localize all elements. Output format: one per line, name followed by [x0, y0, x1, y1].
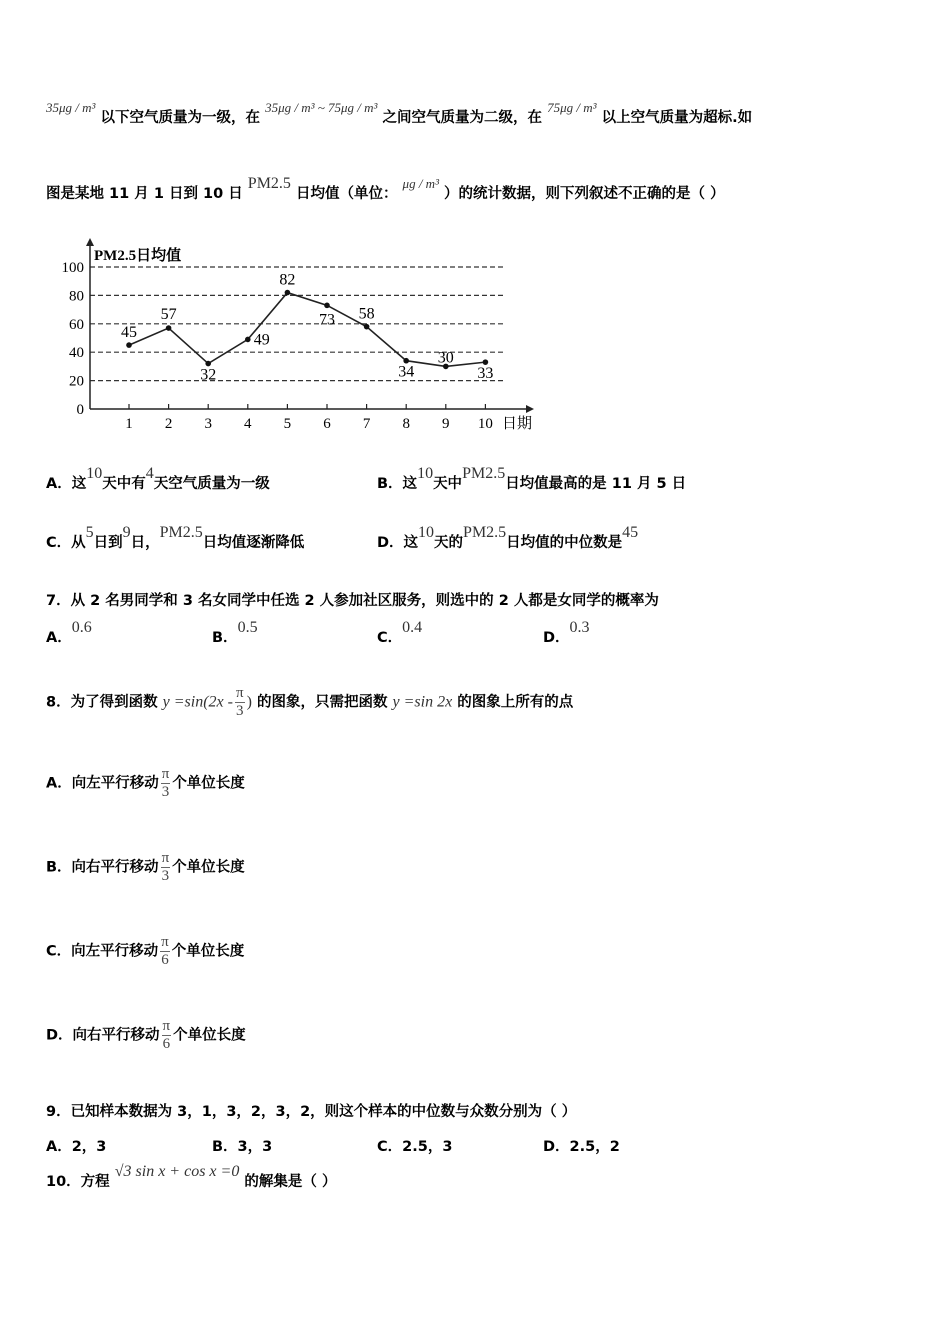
- q8-frac-num: π: [235, 685, 244, 701]
- q10-stem: [46, 1163, 337, 1191]
- q6-b-num: 10: [417, 465, 434, 482]
- y-tick-20: 20: [69, 373, 84, 390]
- q6-option-c: [46, 524, 305, 552]
- x-axis-arrow: [526, 405, 534, 413]
- q6-b-label: B．这: [377, 476, 418, 492]
- q7-d-label: D．: [543, 630, 570, 646]
- q8-text-3: 的图象上所有的点: [457, 694, 574, 711]
- intro-text-4: 图是某地 11 月 1 日到 10 日: [46, 186, 243, 202]
- q8-d-den: 6: [162, 1036, 171, 1052]
- q8-func-1a: y =sin(2x -: [162, 693, 233, 711]
- y-tick-80: 80: [69, 288, 84, 305]
- q10-text-2: 的解集是（ ）: [244, 1174, 337, 1190]
- data-point-4: [245, 337, 251, 343]
- q6-a-num: 10: [86, 465, 103, 482]
- q8-stem: [46, 685, 573, 720]
- x-tick-1: 1: [125, 416, 133, 432]
- q8-option-c: [46, 934, 244, 969]
- q7-a-value: 0.6: [71, 619, 92, 636]
- q6-a-mid: 天中有: [102, 476, 146, 492]
- data-label-8: 34: [398, 363, 415, 381]
- y-axis-arrow: [86, 238, 94, 246]
- y-tick-100: 100: [61, 260, 84, 276]
- q8-a-text: A．向左平行移动: [46, 775, 159, 792]
- q7-a-label: A．: [46, 630, 72, 646]
- x-tick-10: 10: [477, 416, 493, 432]
- y-tick-40: 40: [69, 345, 84, 362]
- q8-option-b: [46, 850, 245, 885]
- x-tick-6: 6: [323, 416, 331, 432]
- q6-d-end: 日均值的中位数是: [506, 535, 623, 551]
- q7-option-c: [377, 619, 423, 647]
- q7-c-label: C．: [377, 630, 403, 646]
- x-tick-2: 2: [164, 416, 173, 432]
- q8-frac-den: 3: [236, 703, 244, 719]
- unit-1: 35μg / m³: [46, 100, 96, 115]
- q6-d-num: 10: [418, 524, 435, 541]
- q8-text-2: 的图象，只需把函数: [256, 694, 388, 711]
- q6-a-end: 天空气质量为一级: [153, 476, 270, 492]
- intro-text-5: 日均值（单位：: [295, 186, 398, 202]
- intro-text-2: 之间空气质量为二级，在: [382, 110, 543, 126]
- data-point-6: [324, 303, 330, 309]
- q6-a-num2: 4: [145, 465, 154, 482]
- pm25-line-chart: [50, 238, 550, 438]
- q9-option-b: B．3，3: [212, 1139, 273, 1155]
- data-label-10: 33: [477, 365, 494, 383]
- x-axis-label: 日期: [502, 416, 533, 432]
- q8-a-den: 3: [161, 784, 170, 800]
- q9-option-a: A．2，3: [46, 1139, 107, 1155]
- q6-c-label: C．从: [46, 535, 86, 551]
- q8-b-num: π: [161, 850, 170, 866]
- data-point-7: [364, 324, 370, 330]
- q6-c-pm: PM2.5: [159, 524, 203, 541]
- q8-c-fraction: [160, 934, 170, 969]
- q10-equation: √3 sin x + cos x =0: [114, 1163, 240, 1180]
- q8-d-num: π: [162, 1018, 171, 1034]
- q6-b-mid: 天中: [433, 476, 463, 492]
- q8-a-suffix: 个单位长度: [172, 775, 245, 792]
- q7-b-label: B．: [212, 630, 238, 646]
- q8-a-num: π: [161, 766, 170, 782]
- data-label-1: 45: [121, 324, 137, 342]
- q8-c-num: π: [161, 934, 169, 950]
- q6-option-a: [46, 465, 270, 493]
- q8-d-text: D．向右平行移动: [46, 1027, 160, 1044]
- q8-text-1: 8．为了得到函数: [46, 694, 158, 711]
- pm25-label: PM2.5: [247, 175, 291, 192]
- data-point-5: [285, 290, 291, 296]
- data-label-6: 73: [319, 311, 335, 329]
- q8-a-fraction: [161, 766, 171, 801]
- intro-line-2: [46, 175, 725, 203]
- q9-option-d: D．2.5，2: [543, 1139, 620, 1155]
- q8-func-1b: ): [246, 693, 252, 711]
- q6-option-d: [377, 524, 639, 552]
- x-tick-4: 4: [244, 416, 252, 432]
- q8-func-2: y =sin 2x: [392, 693, 453, 711]
- data-point-2: [166, 325, 172, 331]
- unit-range: 35μg / m³ ~ 75μg / m³: [265, 100, 378, 115]
- q6-b-end: 日均值最高的是 11 月 5 日: [505, 476, 687, 492]
- q10-text-1: 10．方程: [46, 1174, 110, 1190]
- data-label-9: 30: [437, 349, 454, 367]
- q6-d-pm: PM2.5: [463, 524, 507, 541]
- q7-c-value: 0.4: [402, 619, 423, 636]
- q7-b-value: 0.5: [237, 619, 258, 636]
- q6-c-num2: 9: [122, 524, 131, 541]
- q8-option-a: [46, 766, 245, 801]
- x-tick-7: 7: [362, 416, 371, 432]
- q7-option-a: [46, 619, 92, 647]
- data-label-4: 49: [253, 331, 270, 349]
- q6-d-num2: 45: [622, 524, 639, 541]
- data-label-3: 32: [200, 366, 217, 384]
- q6-a-label: A．这: [46, 476, 87, 492]
- q7-d-value: 0.3: [569, 619, 590, 636]
- q8-fraction: [235, 685, 245, 720]
- q7-stem: 7．从 2 名男同学和 3 名女同学中任选 2 人参加社区服务，则选中的 2 人都是女同学的概率为: [46, 593, 659, 609]
- intro-line-1: [46, 100, 753, 127]
- y-tick-60: 60: [69, 316, 84, 333]
- intro-text-1: 以下空气质量为一级，在: [100, 110, 260, 126]
- data-point-3: [205, 361, 211, 367]
- unit-4: μg / m³: [402, 176, 439, 191]
- q8-d-suffix: 个单位长度: [173, 1027, 246, 1044]
- x-tick-8: 8: [402, 416, 410, 432]
- q8-b-fraction: [161, 850, 171, 885]
- q8-option-d: [46, 1018, 246, 1053]
- x-tick-3: 3: [204, 416, 212, 432]
- data-point-1: [126, 342, 132, 348]
- q9-stem: 9．已知样本数据为 3，1，3，2，3，2，则这个样本的中位数与众数分别为（ ）: [46, 1104, 577, 1120]
- q7-option-b: [212, 619, 258, 647]
- series-line: [129, 293, 485, 367]
- q8-c-text: C．向左平行移动: [46, 943, 159, 960]
- q7-option-d: [543, 619, 590, 647]
- intro-text-6: ）的统计数据，则下列叙述不正确的是（ ）: [444, 186, 725, 202]
- intro-text-3: 以上空气质量为超标.如: [601, 110, 753, 126]
- q9-option-c: C．2.5，3: [377, 1139, 453, 1155]
- q8-c-suffix: 个单位长度: [171, 943, 245, 960]
- q6-option-b: [377, 465, 687, 493]
- q6-d-label: D．这: [377, 535, 419, 551]
- unit-3: 75μg / m³: [547, 100, 597, 115]
- data-label-5: 82: [279, 271, 296, 289]
- data-point-10: [483, 359, 489, 365]
- q8-b-suffix: 个单位长度: [172, 859, 245, 876]
- q6-c-num: 5: [85, 524, 94, 541]
- data-label-2: 57: [160, 306, 177, 324]
- q8-b-den: 3: [161, 868, 170, 884]
- q8-b-text: B．向右平行移动: [46, 859, 159, 876]
- x-tick-5: 5: [283, 416, 292, 432]
- q6-c-mid: 日到: [93, 535, 123, 551]
- q6-d-mid: 天的: [434, 535, 464, 551]
- chart-title: PM2.5日均值: [94, 248, 182, 264]
- data-point-8: [403, 358, 409, 364]
- x-tick-9: 9: [442, 416, 450, 432]
- q8-c-den: 6: [161, 952, 169, 968]
- q6-c-end: 日均值逐渐降低: [202, 535, 305, 551]
- q6-b-pm: PM2.5: [462, 465, 506, 482]
- q8-d-fraction: [162, 1018, 172, 1053]
- q6-c-mid2: 日，: [130, 535, 160, 551]
- y-tick-0: 0: [76, 402, 84, 418]
- data-label-7: 58: [358, 305, 375, 323]
